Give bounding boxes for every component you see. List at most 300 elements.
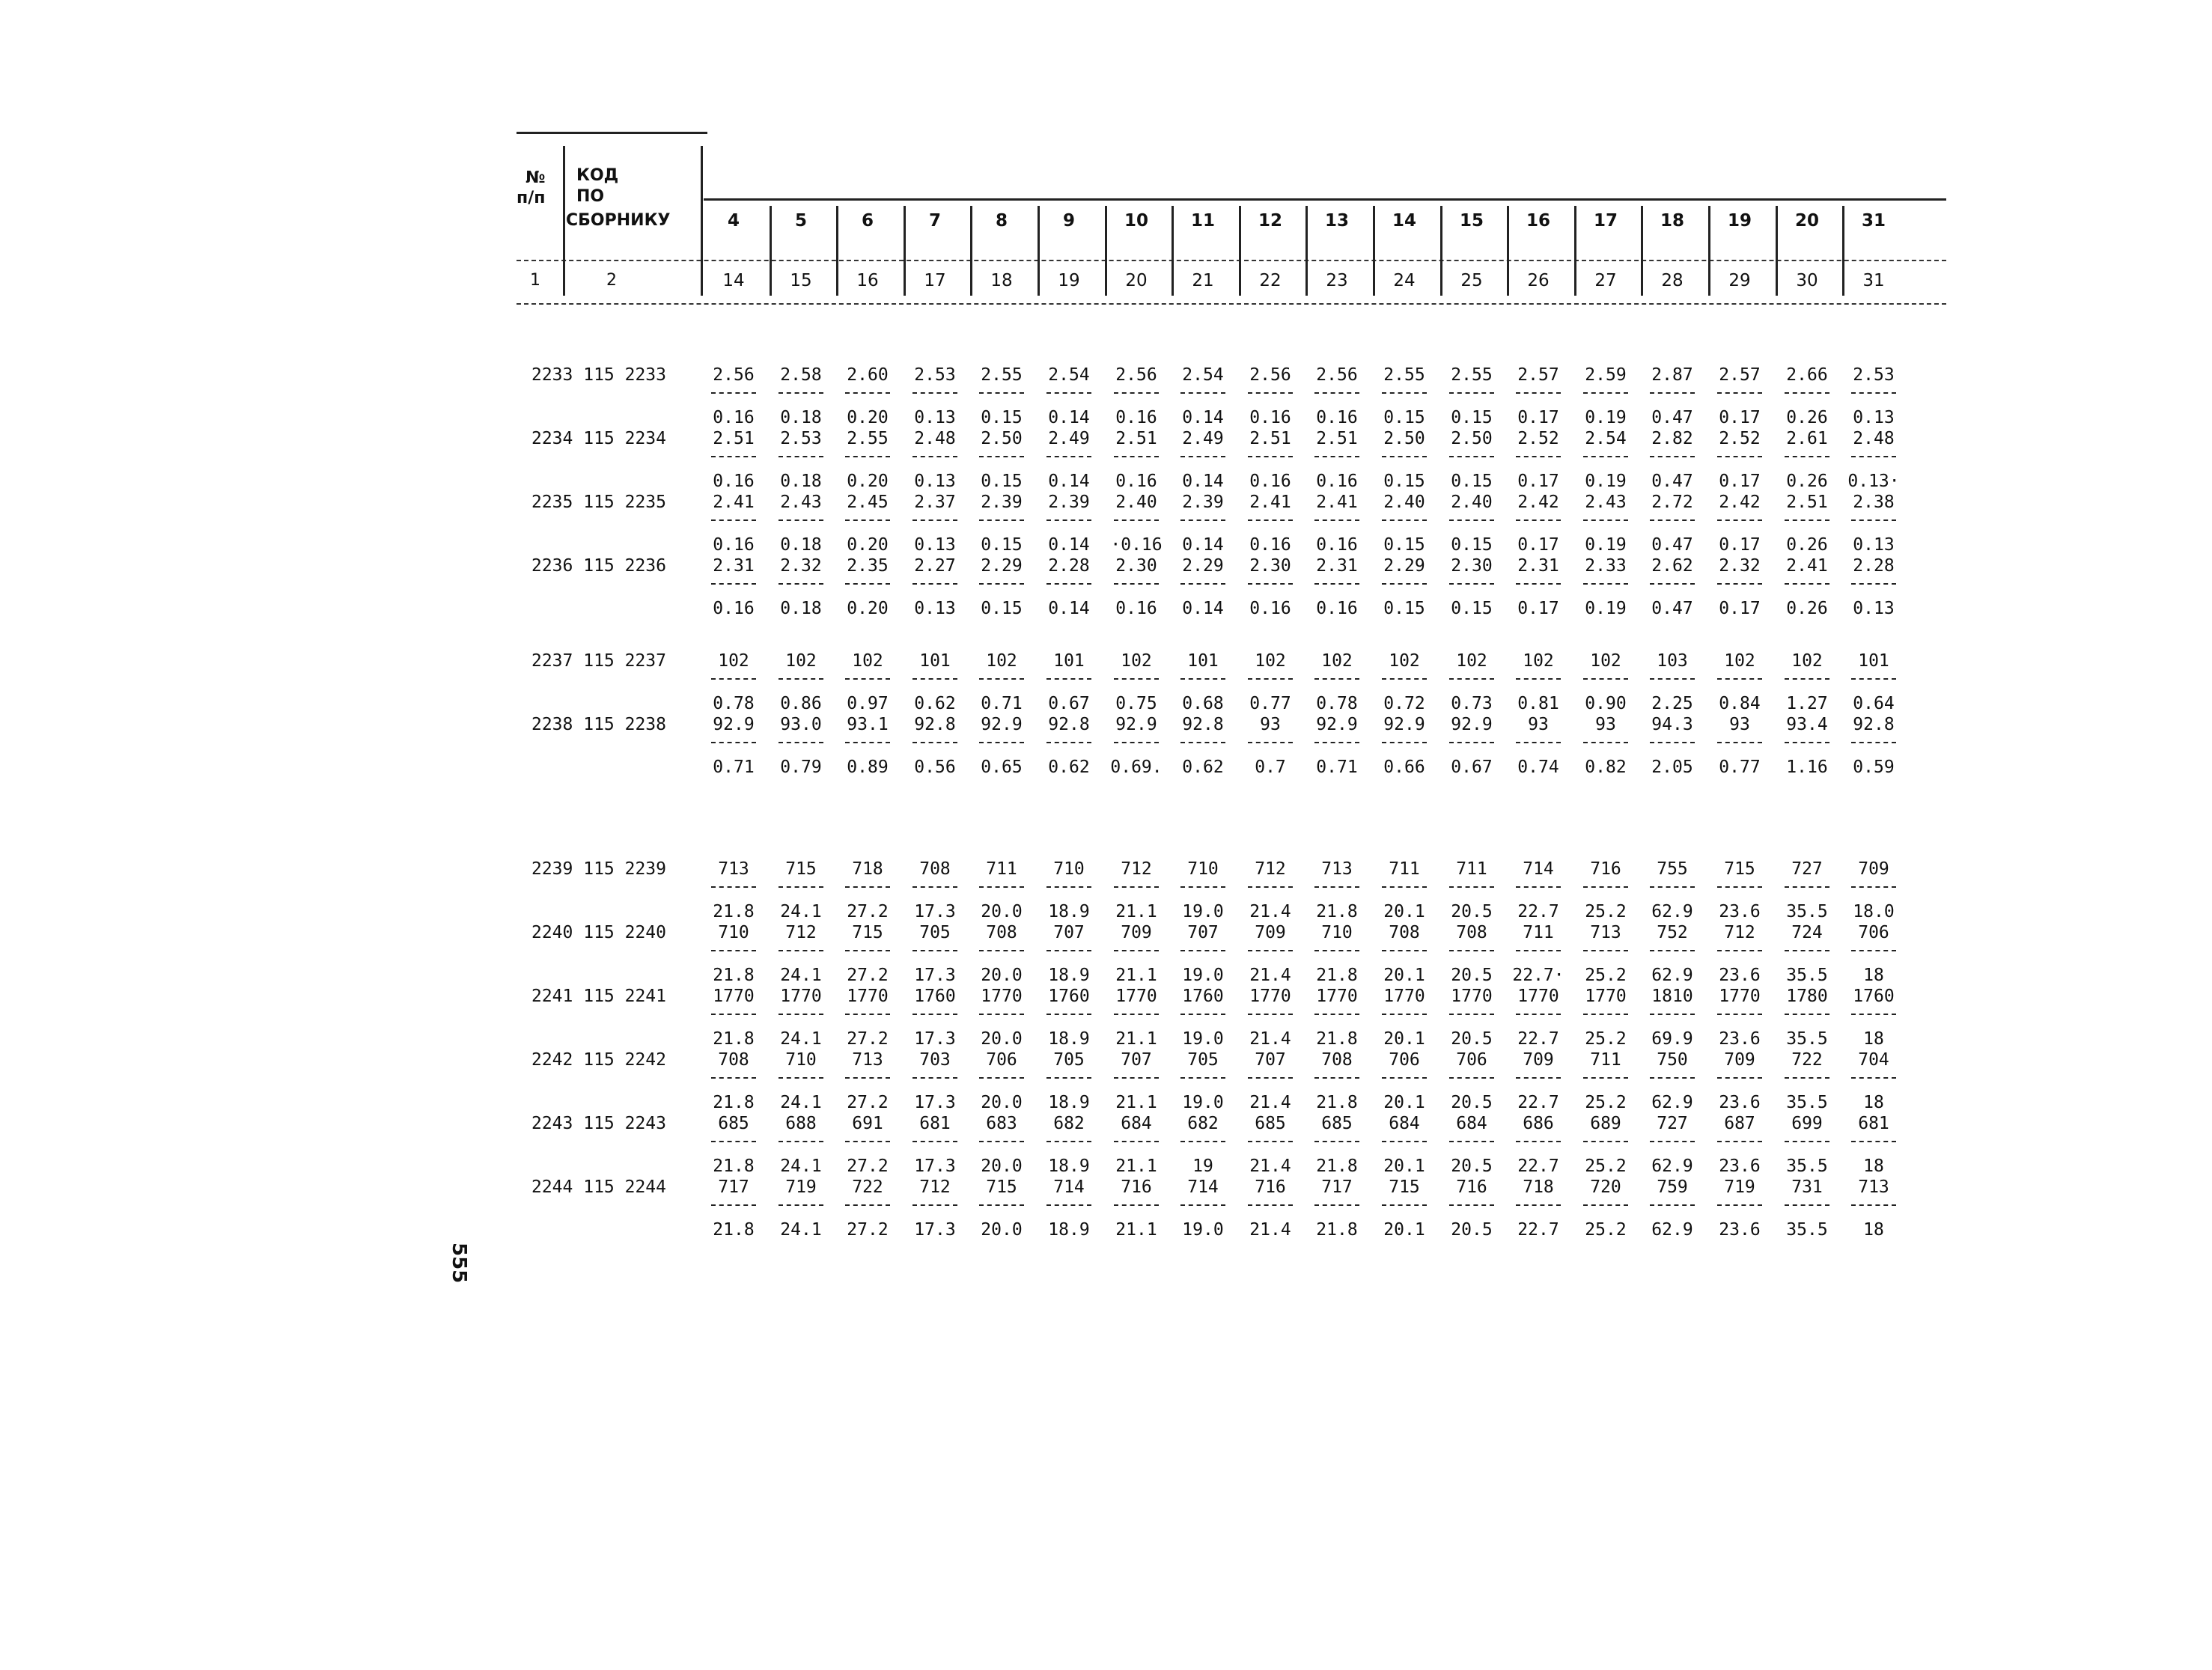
fraction-divider: [1516, 583, 1561, 585]
fraction-divider: [1248, 1014, 1293, 1015]
table-cell-value: 93: [1595, 715, 1616, 734]
table-cell-subvalue: 27.2: [847, 1156, 889, 1176]
table-cell-subvalue: 19.0: [1182, 1029, 1224, 1049]
table-cell-value: 102: [1590, 651, 1621, 671]
table-cell-value: 713: [1321, 859, 1353, 879]
table-cell-value: 710: [1053, 859, 1085, 879]
fraction-divider: [1180, 886, 1225, 888]
fraction-divider: [845, 392, 890, 394]
table-cell-subvalue: 21.1: [1115, 902, 1157, 921]
header-col-8: 12: [1258, 211, 1282, 231]
table-cell-subvalue: 22.7·: [1512, 966, 1564, 985]
table-cell-value: 93: [1729, 715, 1750, 734]
table-cell-value: 2.56: [1115, 365, 1157, 385]
table-cell-value: 727: [1791, 859, 1823, 879]
table-cell-value: 2.55: [1383, 365, 1425, 385]
table-cell-subvalue: 0.26: [1786, 472, 1828, 491]
table-cell-value: 707: [1121, 1050, 1152, 1070]
fraction-divider: [1248, 392, 1293, 394]
row-code-label: 2236 115 2236: [531, 556, 666, 576]
table-cell-value: 2.40: [1115, 493, 1157, 512]
fraction-divider: [711, 392, 756, 394]
table-cell-value: 2.30: [1249, 556, 1291, 576]
table-cell-subvalue: 0.64: [1853, 694, 1895, 713]
table-cell-subvalue: 18.9: [1048, 1093, 1090, 1112]
table-cell-subvalue: 0.17: [1517, 535, 1559, 555]
fraction-divider: [845, 583, 890, 585]
table-cell-subvalue: 0.14: [1048, 599, 1090, 618]
fraction-divider: [1314, 519, 1359, 521]
index-col-0: 14: [722, 271, 745, 290]
fraction-divider: [1516, 1141, 1561, 1142]
table-cell-subvalue: 21.8: [1316, 1220, 1358, 1240]
table-cell-subvalue: 0.15: [1383, 472, 1425, 491]
table-cell-subvalue: 21.8: [1316, 1156, 1358, 1176]
fraction-divider: [979, 392, 1024, 394]
table-cell-subvalue: 21.4: [1249, 1220, 1291, 1240]
table-cell-subvalue: 0.14: [1182, 599, 1224, 618]
fraction-divider: [1248, 1204, 1293, 1206]
table-cell-subvalue: ·0.16: [1110, 535, 1163, 555]
table-cell-value: 711: [1590, 1050, 1621, 1070]
table-cell-value: 2.35: [847, 556, 889, 576]
table-cell-subvalue: 21.1: [1115, 966, 1157, 985]
table-cell-value: 714: [1523, 859, 1554, 879]
table-cell-subvalue: 0.71: [981, 694, 1023, 713]
table-cell-subvalue: 0.86: [780, 694, 822, 713]
table-cell-value: 101: [1858, 651, 1889, 671]
table-cell-subvalue: 0.15: [1383, 599, 1425, 618]
table-cell-subvalue: 0.73: [1451, 694, 1493, 713]
table-cell-value: 2.52: [1719, 429, 1761, 448]
table-cell-subvalue: 0.17: [1517, 472, 1559, 491]
table-cell-subvalue: 0.82: [1585, 758, 1627, 777]
header-col-15: 19: [1727, 211, 1752, 231]
col-code-label-2: ПО: [576, 187, 605, 206]
table-cell-value: 2.66: [1786, 365, 1828, 385]
table-cell-subvalue: 0.16: [1316, 535, 1358, 555]
table-cell-subvalue: 19: [1192, 1156, 1213, 1176]
header-col-divider: [1305, 206, 1308, 296]
table-cell-value: 93.1: [847, 715, 889, 734]
table-cell-value: 102: [1121, 651, 1152, 671]
fraction-divider: [1382, 950, 1427, 951]
table-cell-subvalue: 0.15: [1451, 472, 1493, 491]
table-cell-value: 2.57: [1719, 365, 1761, 385]
table-cell-value: 2.48: [1853, 429, 1895, 448]
table-cell-subvalue: 20.5: [1451, 1156, 1493, 1176]
header-col-divider: [904, 206, 906, 296]
fraction-divider: [1516, 742, 1561, 743]
table-cell-subvalue: 62.9: [1651, 1220, 1693, 1240]
table-cell-subvalue: 23.6: [1719, 966, 1761, 985]
table-cell-subvalue: 20.0: [981, 1156, 1023, 1176]
fraction-divider: [1382, 456, 1427, 457]
table-cell-subvalue: 18.9: [1048, 1220, 1090, 1240]
table-cell-subvalue: 0.15: [1451, 408, 1493, 427]
table-cell-value: 685: [1255, 1114, 1286, 1133]
fraction-divider: [1248, 886, 1293, 888]
table-cell-value: 714: [1053, 1177, 1085, 1197]
fraction-divider: [1449, 1204, 1494, 1206]
table-cell-value: 2.57: [1517, 365, 1559, 385]
table-cell-value: 92.9: [1115, 715, 1157, 734]
row-code-label: 2233 115 2233: [531, 365, 666, 385]
table-cell-value: 727: [1657, 1114, 1688, 1133]
table-cell-value: 2.29: [1182, 556, 1224, 576]
fraction-divider: [1785, 392, 1829, 394]
table-cell-subvalue: 23.6: [1719, 1220, 1761, 1240]
table-cell-subvalue: 0.26: [1786, 535, 1828, 555]
table-cell-value: 2.59: [1585, 365, 1627, 385]
table-cell-value: 724: [1791, 923, 1823, 942]
index-col-5: 19: [1058, 271, 1080, 290]
table-cell-value: 1770: [713, 987, 755, 1006]
fraction-divider: [1180, 583, 1225, 585]
table-cell-value: 92.8: [1182, 715, 1224, 734]
fraction-divider: [711, 742, 756, 743]
table-cell-value: 2.51: [1316, 429, 1358, 448]
table-cell-value: 2.54: [1585, 429, 1627, 448]
table-cell-value: 681: [919, 1114, 951, 1133]
fraction-divider: [1717, 1077, 1762, 1079]
table-cell-subvalue: 20.0: [981, 966, 1023, 985]
table-cell-subvalue: 0.62: [1182, 758, 1224, 777]
table-cell-value: 2.42: [1517, 493, 1559, 512]
fraction-divider: [1114, 742, 1159, 743]
fraction-divider: [1382, 1204, 1427, 1206]
row-code-label: 2234 115 2234: [531, 429, 666, 448]
table-cell-value: 92.9: [1451, 715, 1493, 734]
fraction-divider: [1717, 886, 1762, 888]
table-cell-subvalue: 17.3: [914, 966, 956, 985]
table-cell-subvalue: 18: [1863, 1029, 1884, 1049]
table-cell-subvalue: 0.13: [914, 408, 956, 427]
table-cell-subvalue: 24.1: [780, 1156, 822, 1176]
fraction-divider: [711, 1141, 756, 1142]
table-cell-subvalue: 0.16: [1316, 599, 1358, 618]
fraction-divider: [711, 519, 756, 521]
fraction-divider: [1785, 678, 1829, 680]
fraction-divider: [779, 1077, 823, 1079]
table-cell-subvalue: 20.0: [981, 1029, 1023, 1049]
table-cell-subvalue: 0.62: [1048, 758, 1090, 777]
fraction-divider: [1785, 1204, 1829, 1206]
table-cell-value: 2.39: [981, 493, 1023, 512]
table-cell-subvalue: 0.15: [981, 599, 1023, 618]
table-cell-value: 717: [718, 1177, 749, 1197]
table-cell-value: 92.9: [1316, 715, 1358, 734]
header-col-5: 9: [1062, 211, 1075, 231]
fraction-divider: [1449, 1141, 1494, 1142]
fraction-divider: [1449, 1014, 1494, 1015]
row-code-label: 2243 115 2243: [531, 1114, 666, 1133]
fraction-divider: [1046, 1141, 1091, 1142]
table-cell-subvalue: 25.2: [1585, 1156, 1627, 1176]
table-cell-value: 720: [1590, 1177, 1621, 1197]
fraction-divider: [1382, 742, 1427, 743]
table-cell-value: 713: [718, 859, 749, 879]
table-cell-subvalue: 0.18: [780, 408, 822, 427]
table-cell-subvalue: 2.05: [1651, 758, 1693, 777]
table-cell-value: 708: [1321, 1050, 1353, 1070]
table-cell-value: 1770: [1249, 987, 1291, 1006]
table-cell-value: 2.41: [713, 493, 755, 512]
index-col-6: 20: [1125, 271, 1148, 290]
fraction-divider: [1248, 1141, 1293, 1142]
table-cell-value: 2.29: [981, 556, 1023, 576]
table-cell-value: 93: [1260, 715, 1281, 734]
fraction-divider: [1114, 1204, 1159, 1206]
table-cell-value: 710: [718, 923, 749, 942]
fraction-divider: [1114, 950, 1159, 951]
fraction-divider: [1650, 1077, 1695, 1079]
header-col-9: 13: [1324, 211, 1349, 231]
table-cell-value: 2.37: [914, 493, 956, 512]
table-cell-subvalue: 0.97: [847, 694, 889, 713]
fraction-divider: [1785, 519, 1829, 521]
table-cell-subvalue: 22.7: [1517, 1029, 1559, 1049]
table-cell-value: 691: [852, 1114, 883, 1133]
table-cell-value: 709: [1858, 859, 1889, 879]
table-cell-subvalue: 0.75: [1115, 694, 1157, 713]
table-cell-subvalue: 0.16: [713, 599, 755, 618]
table-cell-subvalue: 21.1: [1115, 1093, 1157, 1112]
table-cell-subvalue: 21.1: [1115, 1220, 1157, 1240]
index-col-4: 18: [990, 271, 1013, 290]
fraction-divider: [1180, 950, 1225, 951]
fraction-divider: [1114, 456, 1159, 457]
table-cell-value: 713: [1590, 923, 1621, 942]
fraction-divider: [1314, 1204, 1359, 1206]
table-cell-subvalue: 24.1: [780, 1029, 822, 1049]
table-cell-value: 719: [785, 1177, 817, 1197]
fraction-divider: [1314, 950, 1359, 951]
table-cell-value: 1760: [1182, 987, 1224, 1006]
table-cell-subvalue: 0.15: [981, 408, 1023, 427]
fraction-divider: [711, 456, 756, 457]
table-cell-value: 102: [1389, 651, 1420, 671]
table-cell-subvalue: 0.26: [1786, 599, 1828, 618]
fraction-divider: [1717, 519, 1762, 521]
fraction-divider: [979, 742, 1024, 743]
table-cell-subvalue: 18.9: [1048, 966, 1090, 985]
table-cell-subvalue: 21.8: [1316, 1093, 1358, 1112]
table-cell-value: 711: [1523, 923, 1554, 942]
row-code-label: 2238 115 2238: [531, 715, 666, 734]
table-cell-subvalue: 0.14: [1048, 535, 1090, 555]
fraction-divider: [1851, 1204, 1896, 1206]
table-cell-subvalue: 27.2: [847, 1220, 889, 1240]
table-cell-value: 2.41: [1249, 493, 1291, 512]
fraction-divider: [1046, 1204, 1091, 1206]
header-col-14: 18: [1660, 211, 1684, 231]
table-cell-value: 1770: [981, 987, 1023, 1006]
fraction-divider: [1851, 950, 1896, 951]
table-cell-subvalue: 2.25: [1651, 694, 1693, 713]
fraction-divider: [1314, 392, 1359, 394]
table-cell-subvalue: 22.7: [1517, 1220, 1559, 1240]
fraction-divider: [1650, 950, 1695, 951]
table-cell-subvalue: 0.71: [1316, 758, 1358, 777]
fraction-divider: [912, 456, 957, 457]
table-cell-value: 1770: [847, 987, 889, 1006]
fraction-divider: [1851, 1014, 1896, 1015]
table-cell-subvalue: 0.14: [1048, 472, 1090, 491]
table-cell-subvalue: 0.14: [1182, 408, 1224, 427]
fraction-divider: [711, 886, 756, 888]
table-cell-value: 1760: [1048, 987, 1090, 1006]
fraction-divider: [979, 950, 1024, 951]
fraction-divider: [1516, 456, 1561, 457]
table-cell-value: 93.4: [1786, 715, 1828, 734]
table-cell-subvalue: 18: [1863, 1093, 1884, 1112]
table-cell-subvalue: 0.19: [1585, 408, 1627, 427]
table-cell-value: 2.54: [1048, 365, 1090, 385]
table-cell-subvalue: 0.78: [713, 694, 755, 713]
fraction-divider: [1382, 519, 1427, 521]
table-cell-subvalue: 18.9: [1048, 1029, 1090, 1049]
table-cell-value: 682: [1053, 1114, 1085, 1133]
table-cell-value: 2.87: [1651, 365, 1693, 385]
table-cell-value: 684: [1121, 1114, 1152, 1133]
table-cell-subvalue: 21.8: [1316, 902, 1358, 921]
fraction-divider: [1717, 583, 1762, 585]
fraction-divider: [1180, 742, 1225, 743]
table-cell-value: 2.82: [1651, 429, 1693, 448]
table-cell-value: 684: [1389, 1114, 1420, 1133]
header-col-16: 20: [1794, 211, 1819, 231]
table-cell-value: 2.39: [1182, 493, 1224, 512]
table-cell-subvalue: 0.13·: [1847, 472, 1900, 491]
table-cell-subvalue: 21.8: [713, 1220, 755, 1240]
header-col-divider: [1574, 206, 1576, 296]
table-cell-subvalue: 0.16: [1115, 599, 1157, 618]
table-cell-subvalue: 23.6: [1719, 1029, 1761, 1049]
row-code-label: 2241 115 2241: [531, 987, 666, 1006]
table-cell-value: 710: [785, 1050, 817, 1070]
fraction-divider: [912, 742, 957, 743]
table-cell-subvalue: 0.17: [1719, 535, 1761, 555]
table-cell-value: 2.61: [1786, 429, 1828, 448]
fraction-divider: [1583, 678, 1628, 680]
table-cell-value: 102: [1791, 651, 1823, 671]
row-code-label: 2244 115 2244: [531, 1177, 666, 1197]
table-cell-value: 750: [1657, 1050, 1688, 1070]
table-cell-value: 2.43: [1585, 493, 1627, 512]
table-cell-value: 2.43: [780, 493, 822, 512]
table-cell-subvalue: 0.72: [1383, 694, 1425, 713]
fraction-divider: [779, 456, 823, 457]
table-cell-subvalue: 27.2: [847, 966, 889, 985]
table-cell-value: 2.40: [1451, 493, 1493, 512]
table-cell-value: 2.56: [1316, 365, 1358, 385]
table-cell-value: 92.9: [713, 715, 755, 734]
fraction-divider: [1851, 583, 1896, 585]
table-cell-subvalue: 0.16: [713, 472, 755, 491]
fraction-divider: [1314, 1141, 1359, 1142]
fraction-divider: [1851, 1077, 1896, 1079]
fraction-divider: [1583, 1077, 1628, 1079]
fraction-divider: [779, 1141, 823, 1142]
table-cell-subvalue: 18.0: [1853, 902, 1895, 921]
table-cell-subvalue: 21.8: [713, 1156, 755, 1176]
fraction-divider: [1314, 678, 1359, 680]
table-cell-subvalue: 0.14: [1048, 408, 1090, 427]
table-cell-value: 711: [986, 859, 1017, 879]
header-columns-rule: [704, 198, 1946, 201]
table-cell-value: 2.53: [1853, 365, 1895, 385]
table-cell-subvalue: 22.7: [1517, 1156, 1559, 1176]
fraction-divider: [711, 1077, 756, 1079]
table-cell-subvalue: 20.1: [1383, 1220, 1425, 1240]
table-cell-value: 710: [1187, 859, 1219, 879]
table-cell-subvalue: 0.79: [780, 758, 822, 777]
fraction-divider: [1583, 950, 1628, 951]
fraction-divider: [1248, 1077, 1293, 1079]
table-cell-value: 2.40: [1383, 493, 1425, 512]
table-cell-value: 681: [1858, 1114, 1889, 1133]
table-cell-value: 2.50: [981, 429, 1023, 448]
table-cell-value: 102: [1523, 651, 1554, 671]
index-col-12: 26: [1527, 271, 1550, 290]
fraction-divider: [1516, 519, 1561, 521]
fraction-divider: [1717, 742, 1762, 743]
fraction-divider: [711, 583, 756, 585]
table-cell-value: 713: [1858, 1177, 1889, 1197]
table-cell-subvalue: 0.16: [1316, 408, 1358, 427]
row-code-label: 2239 115 2239: [531, 859, 666, 879]
table-cell-subvalue: 0.47: [1651, 599, 1693, 618]
table-cell-value: 711: [1389, 859, 1420, 879]
fraction-divider: [1314, 456, 1359, 457]
fraction-divider: [1180, 1077, 1225, 1079]
fraction-divider: [912, 886, 957, 888]
table-cell-value: 687: [1724, 1114, 1755, 1133]
header-col-divider: [1507, 206, 1509, 296]
header-col-1: 5: [794, 211, 807, 231]
fraction-divider: [779, 742, 823, 743]
fraction-divider: [1650, 742, 1695, 743]
fraction-divider: [1314, 886, 1359, 888]
table-cell-value: 715: [1389, 1177, 1420, 1197]
header-col-divider: [770, 206, 772, 296]
table-cell-value: 686: [1523, 1114, 1554, 1133]
table-cell-value: 708: [919, 859, 951, 879]
col-code-label-3: СБОРНИКУ: [566, 211, 671, 230]
table-cell-subvalue: 0.14: [1182, 472, 1224, 491]
header-mid-rule: [517, 260, 1946, 261]
table-cell-value: 102: [1724, 651, 1755, 671]
table-cell-value: 2.52: [1517, 429, 1559, 448]
index-col-16: 30: [1796, 271, 1818, 290]
fraction-divider: [845, 742, 890, 743]
fraction-divider: [1449, 519, 1494, 521]
table-cell-subvalue: 24.1: [780, 902, 822, 921]
table-cell-value: 2.41: [1786, 556, 1828, 576]
fraction-divider: [1180, 392, 1225, 394]
fraction-divider: [1114, 519, 1159, 521]
table-cell-subvalue: 62.9: [1651, 966, 1693, 985]
fraction-divider: [979, 678, 1024, 680]
fraction-divider: [979, 1014, 1024, 1015]
fraction-divider: [1314, 742, 1359, 743]
fraction-divider: [1449, 583, 1494, 585]
header-col-13: 17: [1593, 211, 1618, 231]
table-cell-subvalue: 0.67: [1451, 758, 1493, 777]
fraction-divider: [711, 1204, 756, 1206]
index-col-8: 22: [1259, 271, 1282, 290]
